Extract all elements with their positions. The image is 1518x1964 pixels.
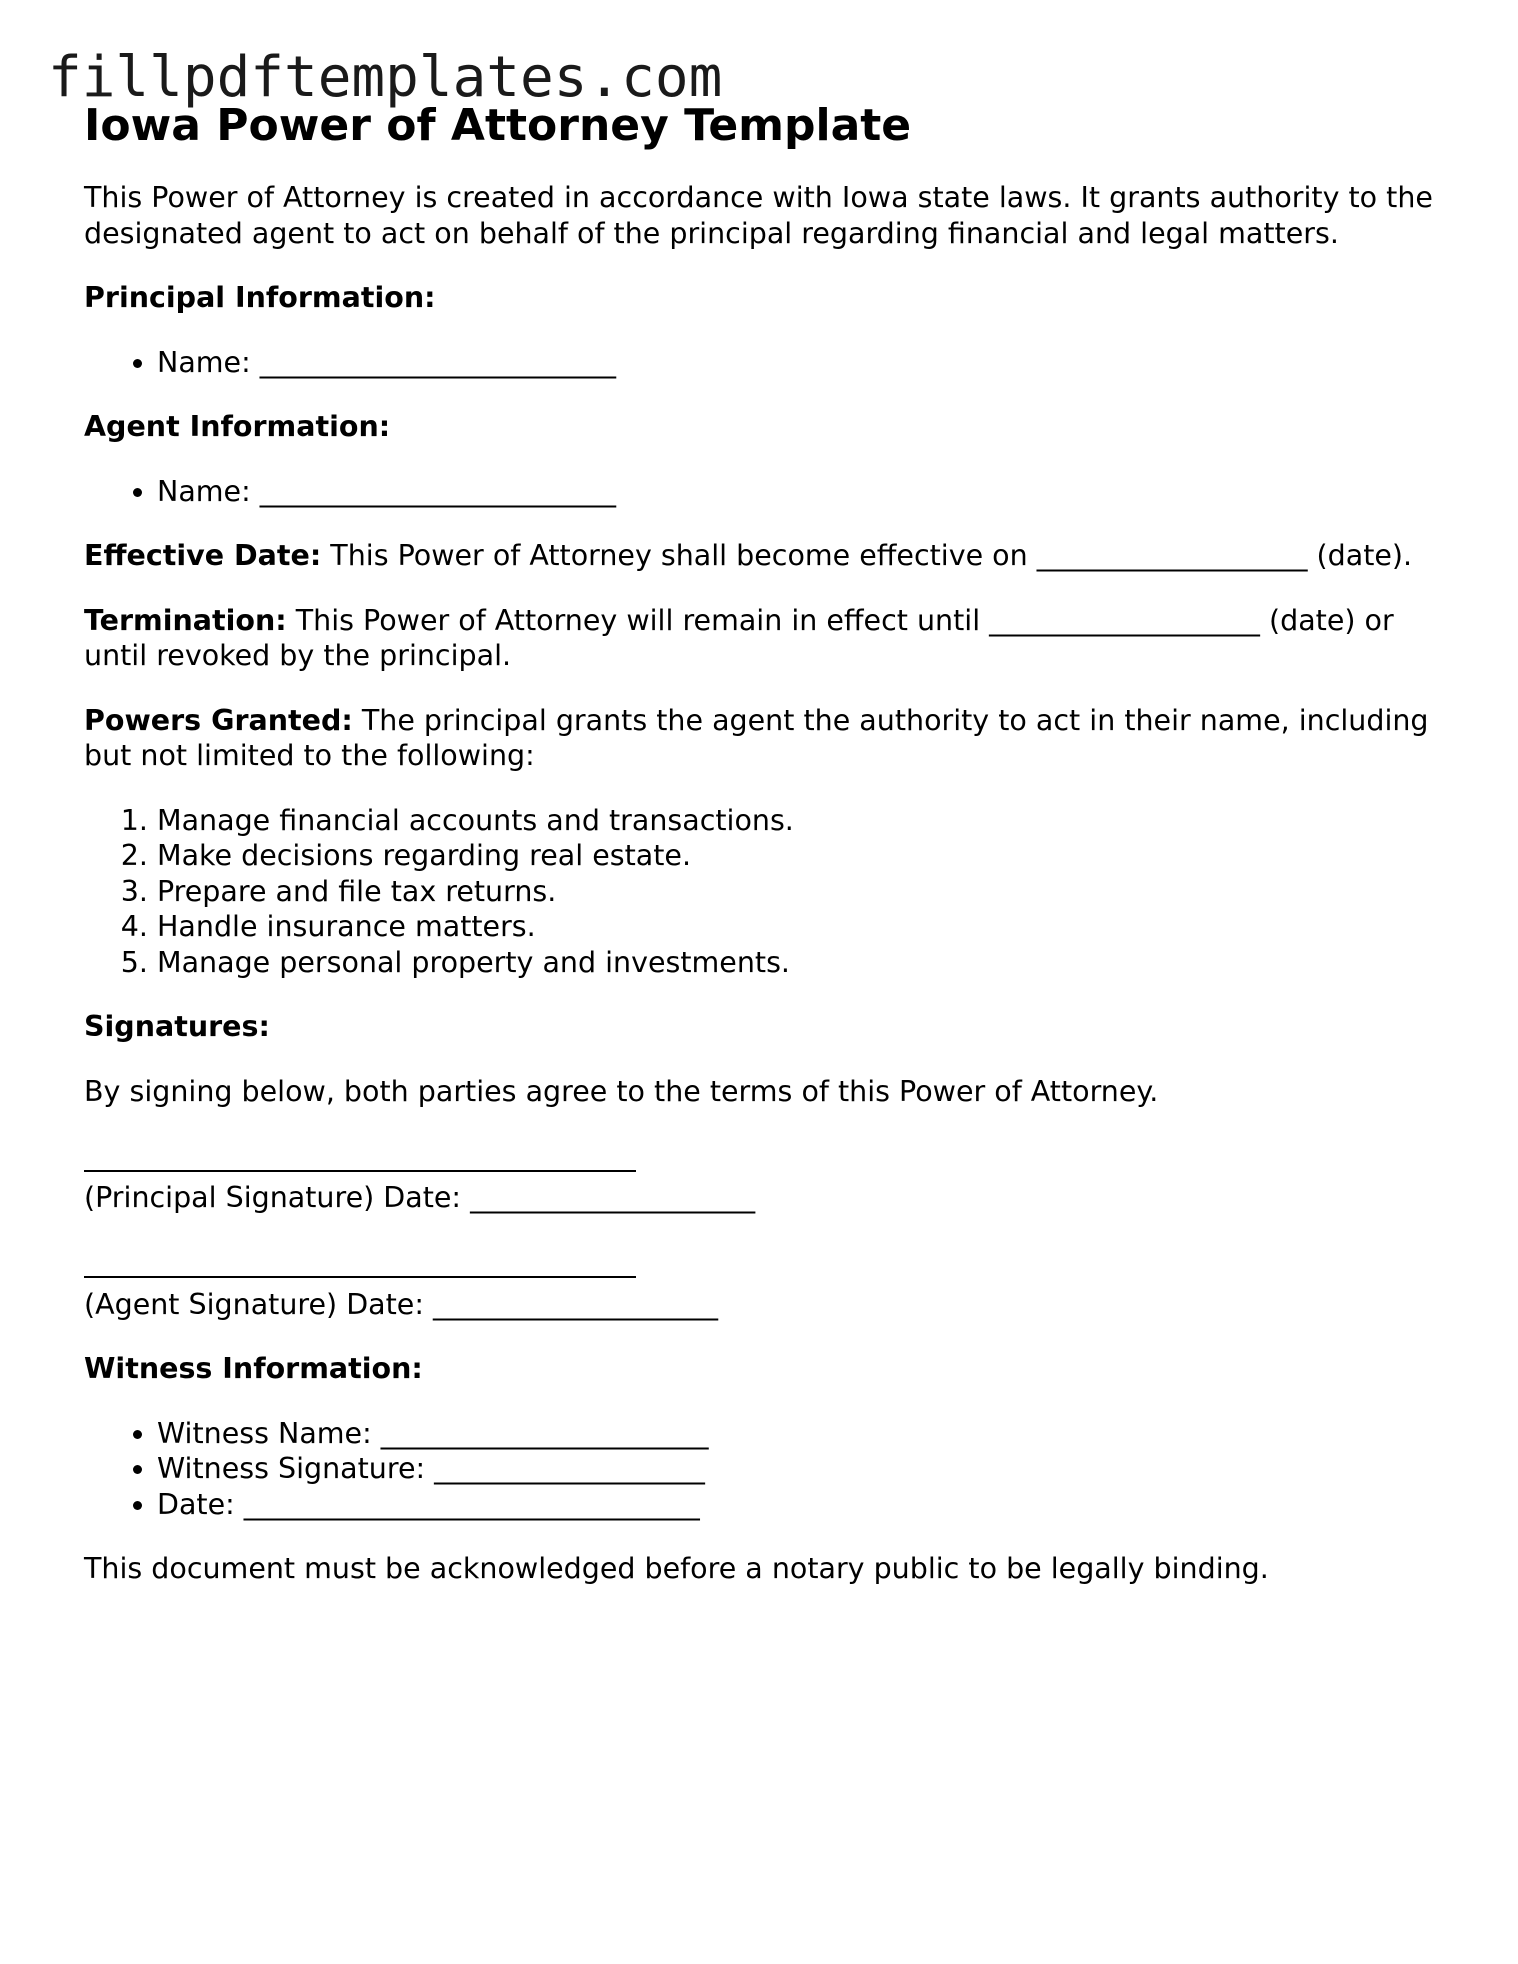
witness-signature-field: • Witness Signature: ___________________ (157, 1451, 1444, 1487)
witness-heading: Witness Information: (84, 1352, 423, 1385)
list-item: 1. Manage financial accounts and transactions. (157, 803, 1444, 839)
principal-signature-date: (Principal Signature) Date: ____________________ (84, 1181, 756, 1214)
principal-list (84, 345, 1444, 381)
principal-signature-line (84, 1145, 1444, 1181)
agent-signature-block (84, 1251, 1444, 1322)
principal-name-field: • Name: _________________________ (157, 345, 1444, 381)
effective-date-text: This Power of Attorney shall become effective on ___________________ (date). (321, 539, 1413, 572)
list-item: 2. Make decisions regarding real estate. (157, 838, 1444, 874)
list-item: 5. Manage personal property and investments. (157, 945, 1444, 981)
agent-list (84, 474, 1444, 510)
agent-signature-line (84, 1251, 1444, 1287)
principal-signature-block (84, 1145, 1444, 1216)
effective-date-paragraph (84, 538, 1444, 574)
witness-list (84, 1416, 1444, 1523)
agent-name-field: • Name: _________________________ (157, 474, 1444, 510)
document-body (84, 100, 1444, 1616)
agent-signature-date: (Agent Signature) Date: ____________________ (84, 1287, 718, 1321)
termination-paragraph (84, 603, 1444, 674)
termination-text: This Power of Attorney will remain in effect until ___________________ (date) or until revoked by the principal. (84, 603, 1394, 672)
signatures-intro: By signing below, both parties agree to the terms of this Power of Attorney. (84, 1074, 1159, 1108)
intro-paragraph: This Power of Attorney is created in accordance with Iowa state laws. It grants authority to the designated agent to act on behalf of the principal regarding financial and legal matters. (84, 181, 1433, 250)
powers-paragraph (84, 703, 1444, 774)
termination-label: Termination: (84, 603, 287, 637)
document-title: Iowa Power of Attorney Template (84, 100, 912, 151)
witness-name-field: • Witness Name: _______________________ (157, 1416, 1444, 1452)
powers-label: Powers Granted: (84, 703, 353, 737)
footer-note: This document must be acknowledged before a notary public to be legally binding. (84, 1552, 1269, 1585)
principal-heading: Principal Information: (84, 281, 436, 314)
effective-date-label: Effective Date: (84, 539, 322, 572)
witness-date-field: • Date: ________________________________ (157, 1487, 1444, 1523)
powers-text: The principal grants the agent the authority to act in their name, including but not limited to the following: (84, 703, 1429, 772)
agent-heading: Agent Information: (84, 410, 391, 443)
watermark: fillpdftemplates.com (48, 45, 723, 110)
powers-list (84, 803, 1444, 981)
signatures-heading: Signatures: (84, 1010, 270, 1043)
list-item: 3. Prepare and file tax returns. (157, 874, 1444, 910)
list-item: 4. Handle insurance matters. (157, 909, 1444, 945)
